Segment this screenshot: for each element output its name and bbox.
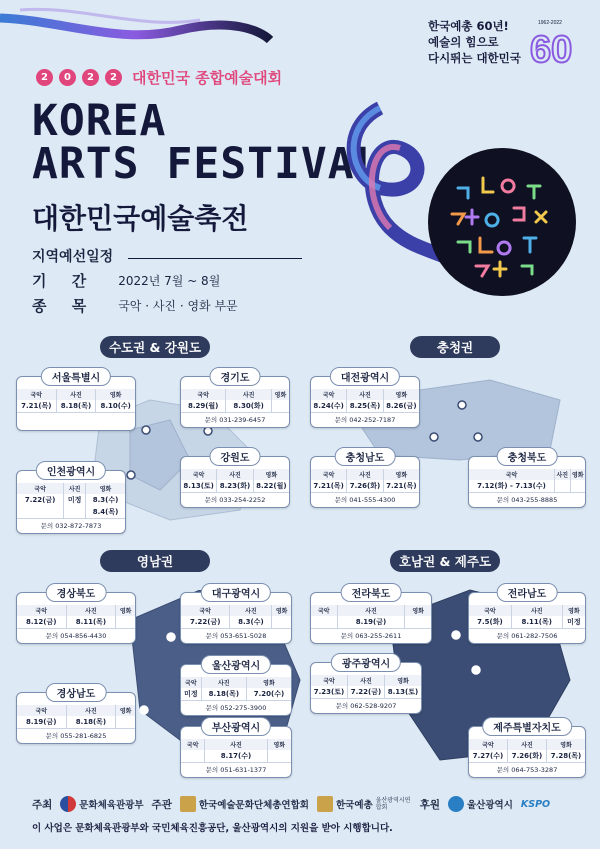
column-header: 영화: [99, 486, 112, 493]
date-cell: 7.22(금): [181, 616, 230, 628]
location-pin-icon: [450, 630, 462, 642]
column-header: 사진: [217, 469, 253, 480]
title-en-line1: KOREA: [32, 96, 167, 146]
category-row: [32, 295, 238, 316]
event-name: 대한민국 종합예술대회: [132, 69, 283, 87]
contact-phone: 문의 032-872-7873: [17, 518, 125, 533]
date-cell: 8.4(목): [92, 508, 119, 516]
date-cell: [272, 616, 291, 628]
date-cell: 8.18(목): [201, 688, 246, 700]
slogan-line3: 다시뛰는 대한민국: [428, 51, 521, 65]
schedule-table: [181, 469, 289, 492]
region-title-chungcheong: 충청권: [410, 336, 500, 358]
card-title: 대구광역시: [201, 583, 271, 602]
region-card-gangwon: [180, 453, 290, 508]
column-header: 사진: [66, 705, 116, 716]
organizer-org2-name: 한국예총: [335, 800, 373, 811]
organizer-org2: [317, 796, 412, 812]
column-header: 사진: [201, 677, 246, 688]
schedule-table: [181, 677, 291, 700]
location-pin-icon: [125, 470, 137, 482]
date-cell: [116, 716, 135, 728]
date-cell: [271, 400, 289, 412]
region-card-incheon: [16, 467, 126, 534]
column-header: 국악: [311, 389, 347, 400]
column-header: 영화: [275, 608, 288, 615]
date-cell: [64, 506, 86, 518]
card-title: 전라북도: [341, 583, 402, 602]
contact-phone: 문의 033-254-2252: [181, 492, 289, 507]
column-header: 국악: [17, 389, 56, 400]
date-cell: 8.19(금): [337, 616, 405, 628]
column-header: 사진: [337, 605, 405, 616]
region-title-capital: 수도권 & 강원도: [100, 336, 210, 358]
region-card-seoul: [16, 373, 136, 431]
region-card-chungnam: [310, 453, 420, 508]
schedule-table: [311, 389, 419, 412]
column-header: 영화: [109, 392, 122, 399]
column-header: 사진: [56, 389, 96, 400]
date-cell: [181, 750, 205, 762]
slogan-line1: 한국예총 60년!: [428, 19, 509, 33]
date-cell: 8.26(금): [386, 402, 417, 410]
column-header: 사진: [226, 389, 272, 400]
location-pin-icon: [470, 665, 482, 677]
card-title: 인천광역시: [36, 461, 106, 480]
date-cell: [405, 616, 431, 628]
title-korean: 대한민국예술축전: [32, 202, 249, 235]
schedule-table: [181, 389, 289, 412]
contact-phone: 문의 051-631-1377: [181, 762, 291, 777]
date-cell: [554, 480, 570, 492]
taegeuk-logo-icon: [60, 796, 76, 812]
column-header: 국악: [181, 739, 205, 750]
column-header: 사진: [347, 675, 384, 686]
region-card-jeonbuk: [310, 589, 432, 644]
date-cell: 7.26(화): [507, 750, 546, 762]
category-label: 종 목: [32, 297, 97, 315]
schedule-table: [181, 739, 291, 762]
column-header: 국악: [469, 605, 511, 616]
column-header: 국악: [17, 605, 66, 616]
column-header: 영화: [119, 608, 132, 615]
column-header: 영화: [274, 392, 287, 399]
date-cell: 8.17(수): [205, 750, 267, 762]
column-header: 국악: [469, 469, 554, 480]
date-cell: 8.13(토): [387, 688, 419, 696]
column-header: 사진: [347, 389, 383, 400]
contact-phone: 문의 062-528-9207: [311, 698, 421, 713]
date-cell: 7.22(금): [17, 494, 64, 506]
support-note: 이 사업은 문화체육관광부와 국민체육진흥공단, 울산광역시의 지원을 받아 시행합니다.: [32, 823, 393, 834]
card-title: 경상북도: [46, 583, 107, 602]
date-cell: 8.19(금): [17, 716, 66, 728]
organizer-org2-sub: 울산광역시연합회: [375, 797, 411, 811]
column-header: 국악: [311, 605, 337, 616]
schedule-table: [469, 605, 585, 628]
card-title: 제주특별자치도: [482, 717, 572, 736]
schedule-title: 지역예선일정: [32, 249, 114, 265]
column-header: 영화: [397, 678, 409, 685]
schedule-table: [17, 605, 135, 628]
date-cell: [17, 506, 64, 518]
contact-phone: 문의 031-239-6457: [181, 412, 289, 427]
contact-phone: 문의 042-252-7187: [311, 412, 419, 427]
column-header: 국악: [181, 469, 217, 480]
date-cell: 8.18(목): [56, 400, 96, 412]
date-cell: 8.3(수): [230, 616, 272, 628]
region-title-yeongnam: 영남권: [100, 550, 210, 572]
region-card-daejeon: [310, 373, 420, 428]
date-cell: 7.21(목): [17, 400, 56, 412]
region-card-jeonnam: [468, 589, 586, 644]
card-title: 부산광역시: [201, 717, 271, 736]
date-cell: 8.11(목): [511, 616, 562, 628]
date-cell: 8.3(수): [92, 496, 119, 504]
card-title: 경상남도: [46, 683, 107, 702]
contact-phone: 문의 061-282-7506: [469, 628, 585, 643]
title-english: [32, 96, 382, 189]
date-cell: 7.22(금): [347, 686, 384, 698]
date-cell: 8.11(목): [66, 616, 116, 628]
column-header: 영화: [265, 472, 278, 479]
date-cell: 7.21(목): [386, 482, 417, 490]
column-header: 영화: [263, 680, 275, 687]
year-badge-row: [36, 67, 282, 88]
year-digit: 2: [82, 69, 99, 86]
fkao-logo-icon: [180, 796, 196, 812]
column-header: 국악: [469, 739, 507, 750]
location-pin-icon: [140, 425, 152, 437]
schedule-table: [17, 483, 125, 518]
date-cell: 8.13(토): [181, 480, 217, 492]
date-cell: 7.20(수): [253, 690, 285, 698]
contact-phone: 문의 054-856-4430: [17, 628, 135, 643]
schedule-table: [311, 605, 431, 628]
region-card-gyeonggi: [180, 373, 290, 428]
date-cell: 8.25(목): [347, 400, 383, 412]
year-digit: 2: [105, 69, 122, 86]
card-title: 서울특별시: [41, 367, 111, 386]
date-cell: 7.27(수): [469, 750, 507, 762]
sponsor-org1: [448, 796, 513, 812]
region-card-ulsan: [180, 661, 292, 716]
region-card-daegu: [180, 589, 292, 644]
region-card-busan: [180, 723, 292, 778]
region-card-jeju: [468, 723, 586, 778]
host-org: [60, 796, 143, 812]
organizer-org1: [180, 796, 309, 812]
date-cell: 미정: [567, 618, 581, 626]
column-header: 영화: [395, 392, 408, 399]
column-header: 영화: [395, 472, 408, 479]
host-label: 주최: [32, 798, 53, 811]
logo-number: 60: [530, 29, 573, 68]
card-title: 울산광역시: [201, 655, 271, 674]
contact-phone: 문의 064-753-3287: [469, 762, 585, 777]
date-cell: 7.5(화): [469, 616, 511, 628]
column-header: 국악: [17, 483, 64, 494]
schedule-table: [469, 469, 585, 492]
hangul-circle-art: [428, 148, 576, 296]
location-pin-icon: [456, 400, 468, 412]
region-title-honam: 호남권 & 제주도: [390, 550, 500, 572]
date-cell: [267, 750, 291, 762]
sponsor-label: 후원: [419, 798, 440, 811]
schedule-table: [17, 705, 135, 728]
schedule-table: [181, 605, 291, 628]
column-header: 사진: [66, 605, 116, 616]
column-header: 영화: [571, 472, 584, 479]
region-card-gwangju: [310, 659, 422, 714]
contact-phone: 문의 063-255-2611: [311, 628, 431, 643]
ulsan-logo-icon: [448, 796, 464, 812]
logo-years: 1962-2022: [538, 20, 562, 26]
anniversary-60-logo: [524, 14, 590, 68]
column-header: 국악: [181, 389, 226, 400]
column-header: 사진: [554, 469, 570, 480]
column-header: 국악: [311, 469, 347, 480]
location-pin-icon: [165, 632, 177, 644]
schedule-table: [469, 739, 585, 762]
column-header: 사진: [230, 605, 272, 616]
column-header: 영화: [273, 742, 286, 749]
date-cell: 7.26(화): [347, 480, 383, 492]
contact-phone: [17, 412, 135, 418]
column-header: 영화: [412, 608, 424, 615]
year-digit: 2: [36, 69, 53, 86]
period-row: [32, 270, 220, 291]
card-title: 대전광역시: [330, 367, 400, 386]
card-title: 충청북도: [497, 447, 558, 466]
date-cell: 8.30(화): [226, 400, 272, 412]
column-header: 사진: [511, 605, 562, 616]
location-pin-icon: [428, 432, 440, 444]
date-cell: 7.12(화) - 7.13(수): [469, 480, 554, 492]
date-cell: 8.23(화): [217, 480, 253, 492]
date-cell: 8.18(목): [66, 716, 116, 728]
location-pin-icon: [138, 705, 150, 717]
region-card-chungbuk: [468, 453, 586, 508]
card-title: 강원도: [210, 447, 261, 466]
sponsor-org2: KSPO: [520, 798, 551, 810]
column-header: 사진: [64, 483, 86, 494]
period-label: 기 간: [32, 272, 97, 290]
organizer-label: 주관: [151, 798, 172, 811]
contact-phone: 문의 052-275-3900: [181, 700, 291, 715]
column-header: 국악: [181, 605, 230, 616]
card-title: 경기도: [210, 367, 261, 386]
column-header: 영화: [568, 608, 580, 615]
date-cell: 7.21(목): [311, 480, 347, 492]
contact-phone: 문의 053-651-5028: [181, 628, 291, 643]
column-header: 국악: [311, 675, 347, 686]
column-header: 사진: [205, 739, 267, 750]
date-cell: 8.24(수): [311, 400, 347, 412]
date-cell: [116, 616, 135, 628]
column-header: 국악: [17, 705, 66, 716]
title-en-line2: ARTS FESTIVAL: [32, 139, 382, 189]
date-cell: 8.29(월): [181, 400, 226, 412]
slogan: [428, 18, 521, 66]
schedule-table: [311, 675, 421, 698]
sponsor-org1-name: 울산광역시: [466, 800, 513, 811]
category-value: 국악 · 사진 · 영화 부문: [118, 299, 238, 313]
schedule-table: [311, 469, 419, 492]
slogan-line2: 예술의 힘으로: [428, 35, 499, 49]
footer-sponsors: [32, 796, 550, 812]
date-cell: 미정: [181, 688, 201, 700]
date-cell: [570, 480, 585, 492]
year-digit: 0: [59, 69, 76, 86]
date-cell: 8.10(수): [100, 402, 131, 410]
region-card-gyeongnam: [16, 689, 136, 744]
column-header: 사진: [347, 469, 383, 480]
column-header: 국악: [181, 677, 201, 688]
card-title: 전라남도: [497, 583, 558, 602]
location-pin-icon: [472, 432, 484, 444]
schedule-table: [17, 389, 135, 412]
organizer-org1-name: 한국예술문화단체총연합회: [198, 800, 309, 811]
hangul-glyph-pattern: [428, 148, 576, 296]
date-cell: [311, 616, 337, 628]
region-card-gyeongbuk: [16, 589, 136, 644]
card-title: 충청남도: [335, 447, 396, 466]
host-org-name: 문화체육관광부: [79, 800, 144, 811]
date-cell: 8.12(금): [17, 616, 66, 628]
period-value: 2022년 7월 ~ 8월: [118, 274, 221, 288]
column-header: 영화: [119, 708, 132, 715]
date-cell: 8.22(월): [256, 482, 287, 490]
fkao-logo-icon: [317, 796, 333, 812]
contact-phone: 문의 055-281-6825: [17, 728, 135, 743]
date-cell: 7.28(목): [550, 752, 582, 760]
contact-phone: 문의 041-555-4300: [311, 492, 419, 507]
schedule-divider: [128, 258, 302, 259]
date-cell: 7.23(토): [311, 686, 347, 698]
column-header: 영화: [560, 742, 572, 749]
date-cell: 미정: [64, 494, 86, 506]
card-title: 광주광역시: [331, 653, 401, 672]
column-header: 사진: [507, 739, 546, 750]
contact-phone: 문의 043-255-8885: [469, 492, 585, 507]
